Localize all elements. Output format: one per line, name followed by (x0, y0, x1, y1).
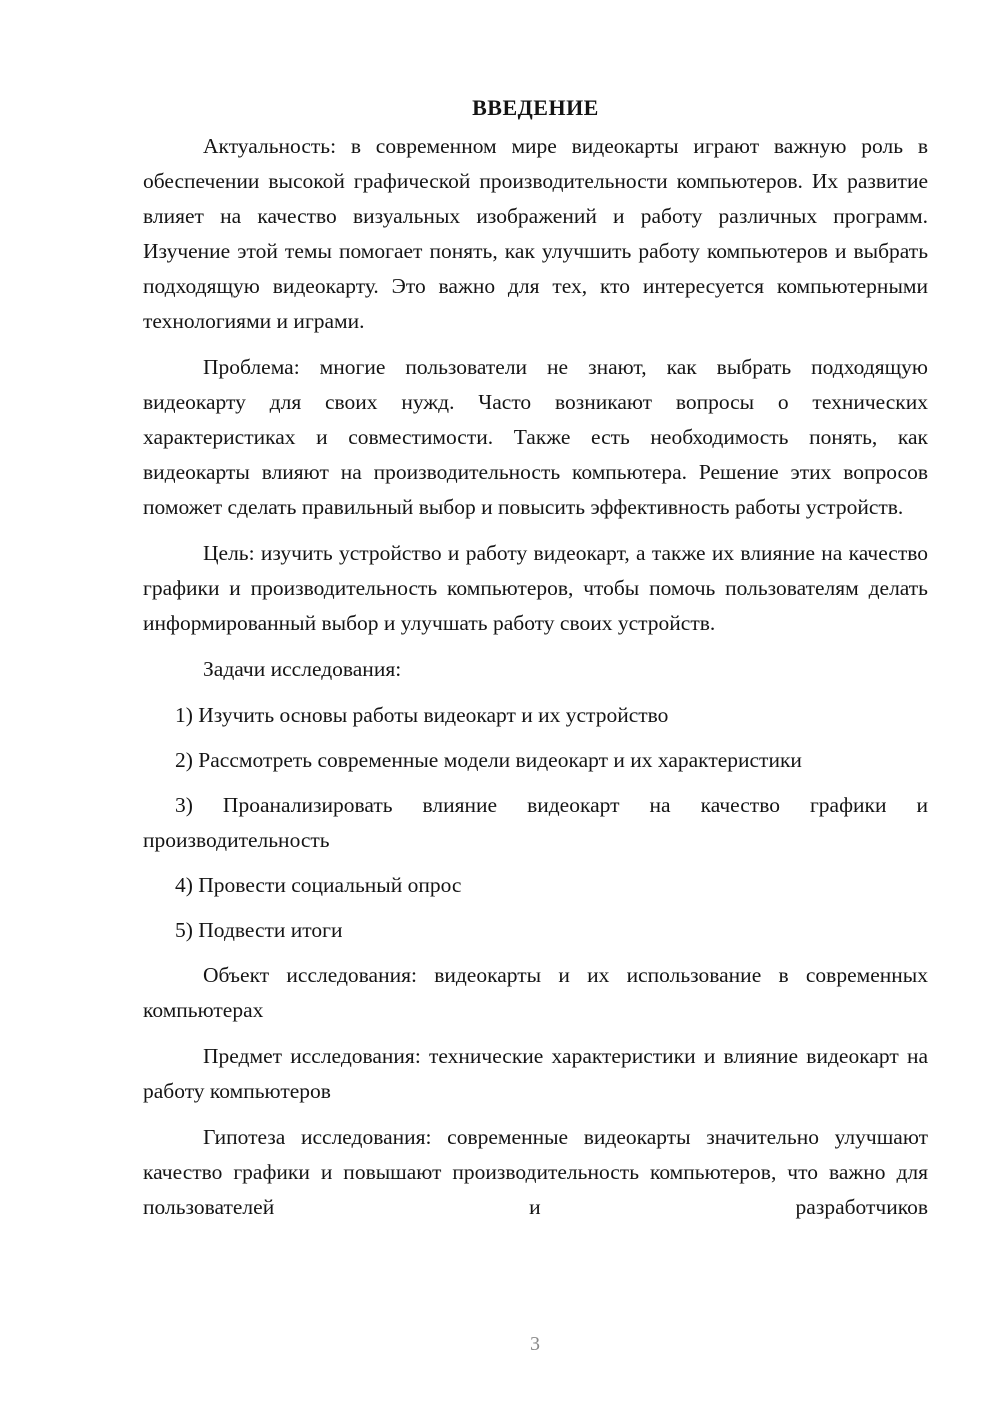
list-item: 4) Провести социальный опрос (175, 873, 462, 897)
list-item: 1) Изучить основы работы видеокарт и их устройство (175, 703, 669, 727)
list-item: 2) Рассмотреть современные модели видеокарт и их характеристики (175, 748, 802, 772)
list-item: 3) Проанализировать влияние видеокарт на качество графики и производительность (143, 793, 928, 852)
list-item: 5) Подвести итоги (175, 918, 343, 942)
paragraph-object: Объект исследования: видеокарты и их использование в современных компьютерах (143, 963, 928, 1022)
paragraph-subject: Предмет исследования: технические характеристики и влияние видеокарт на работу компьютеров (143, 1044, 928, 1103)
paragraph-problem: Проблема: многие пользователи не знают, как выбрать подходящую видеокарту для своих нужд. Часто возникают вопросы о технических характеристиках и совместимости. Также есть необходимость понять, как видеокарты влияют на производительность компьютера. Решение этих вопросов поможет сделать правильный выбор и повысить эффективность работы устройств. (143, 355, 928, 519)
paragraph-tasks-heading: Задачи исследования: (203, 657, 402, 681)
tasks-list (143, 698, 928, 948)
page-number: 3 (530, 1333, 540, 1355)
section-title: ВВЕДЕНИЕ (472, 95, 599, 120)
paragraph-goal: Цель: изучить устройство и работу видеокарт, а также их влияние на качество графики и производительность компьютеров, чтобы помочь пользователям делать информированный выбор и улучшать работу своих устройств. (143, 541, 928, 635)
paragraph-relevance: Актуальность: в современном мире видеокарты играют важную роль в обеспечении высокой графической производительности компьютеров. Их развитие влияет на качество визуальных изображений и работу различных программ. Изучение этой темы помогает понять, как улучшить работу компьютеров и выбрать подходящую видеокарту. Это важно для тех, кто интересуется компьютерными технологиями и играми. (143, 134, 928, 333)
paragraph-hypothesis: Гипотеза исследования: современные видеокарты значительно улучшают качество графики и повышают производительность компьютеров, что важно для пользователей и разработчиков (143, 1125, 928, 1219)
document-page (143, 90, 928, 1236)
